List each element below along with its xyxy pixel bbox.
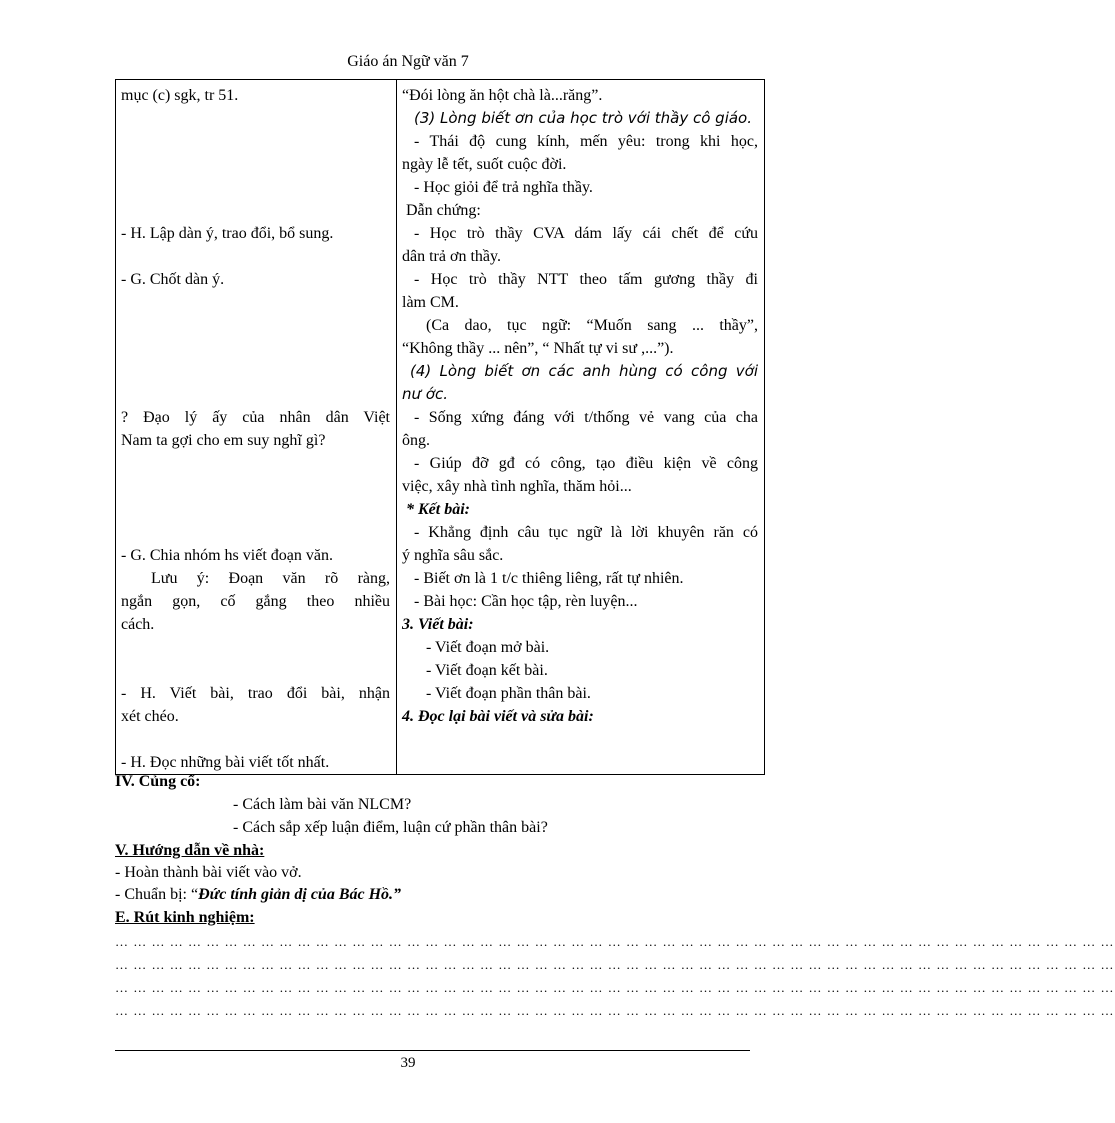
content-line: “Đói lòng ăn hột chà là...răng”. — [402, 87, 603, 104]
content-line: - Học giỏi để trả nghĩa thầy. — [414, 179, 593, 196]
left-line: - G. Chia nhóm hs viết đoạn văn. — [121, 547, 333, 564]
subheading-line: nư ớc. — [402, 385, 448, 403]
dotted-line: … … … … … … … … … … … … … … … … … … … … … … … … … … … … … … … … … … … … … … … … … … … … … … … … … … … … … … … — [115, 957, 1115, 972]
content-line: dân trả ơn thầy. — [402, 248, 501, 265]
content-column — [397, 80, 765, 775]
note-line: cách. — [121, 616, 155, 633]
dotted-line: … … … … … … … … … … … … … … … … … … … … … … … … … … … … … … … … … … … … … … … … … … … … … … … … … … … … … … … — [115, 934, 1115, 949]
section-v-line: - Chuẩn bị: “Đức tính giản dị của Bác Hồ.” — [115, 886, 402, 903]
content-line: - Biết ơn là 1 t/c thiêng liêng, rất tự nhiên. — [414, 570, 684, 587]
content-line: - Học trò thầy NTT theo tấm gương thầy đi — [414, 271, 758, 288]
content-line: - Sống xứng đáng với t/thống vẻ vang của cha — [414, 409, 758, 426]
teacher-student-activities-column — [116, 80, 397, 775]
note-line: ngắn gọn, cố gắng theo nhiều — [121, 593, 390, 610]
content-line: làm CM. — [402, 294, 459, 311]
note-line: Lưu ý: Đoạn văn rõ ràng, — [151, 570, 390, 587]
content-line: (Ca dao, tục ngữ: “Muốn sang ... thầy”, — [426, 317, 758, 334]
content-line: - Bài học: Cần học tập, rèn luyện... — [414, 593, 638, 610]
content-line: - Viết đoạn phần thân bài. — [426, 685, 591, 702]
question-line: Nam ta gợi cho em suy nghĩ gì? — [121, 432, 326, 449]
dotted-line: … … … … … … … … … … … … … … … … … … … … … … … … … … … … … … … … … … … … … … … … … … … … … … … … … … … … … … … — [115, 980, 1115, 995]
content-line: - Viết đoạn mở bài. — [426, 639, 550, 656]
content-line: ngày lễ tết, suốt cuộc đời. — [402, 156, 567, 173]
page-header: Giáo án Ngữ văn 7 — [347, 53, 469, 70]
subheading-line: (3) Lòng biết ơn của học trò với thầy cô giáo. — [414, 109, 753, 127]
footer-rule — [115, 1050, 750, 1051]
content-line: - Thái độ cung kính, mến yêu: trong khi học, — [414, 133, 758, 150]
section-iv-title: IV. Củng cố: — [115, 773, 201, 790]
conclusion-heading: * Kết bài: — [406, 501, 470, 518]
page-number: 39 — [400, 1055, 416, 1071]
content-line: - Khẳng định câu tục ngữ là lời khuyên răn có — [414, 524, 758, 541]
content-line: “Không thầy ... nên”, “ Nhất tự vi sư ,...”). — [402, 340, 674, 357]
step-heading: 4. Đọc lại bài viết và sửa bài: — [402, 708, 594, 725]
section-iv-item: - Cách làm bài văn NLCM? — [233, 796, 412, 813]
content-line: Dẫn chứng: — [406, 202, 481, 219]
content-line: ý nghĩa sâu sắc. — [402, 547, 504, 564]
left-line: - H. Đọc những bài viết tốt nhất. — [121, 754, 330, 771]
content-line: - Học trò thầy CVA dám lấy cái chết để cứu — [414, 225, 758, 242]
subheading-line: (4) Lòng biết ơn các anh hùng có công với — [410, 362, 758, 380]
question-line: ? Đạo lý ấy của nhân dân Việt — [121, 409, 390, 426]
left-line: xét chéo. — [121, 708, 179, 725]
content-line: - Giúp đỡ gđ có công, tạo điều kiện về công — [414, 455, 758, 472]
dotted-line: … … … … … … … … … … … … … … … … … … … … … … … … … … … … … … … … … … … … … … … … … … … … … … … … … … … … … … … — [115, 1003, 1115, 1018]
step-heading: 3. Viết bài: — [402, 616, 474, 633]
left-line: - H. Viết bài, trao đổi bài, nhận — [121, 685, 390, 702]
section-iv-item: - Cách sắp xếp luận điểm, luận cứ phần thân bài? — [233, 819, 548, 836]
left-line: - G. Chốt dàn ý. — [121, 271, 225, 288]
content-line: ông. — [402, 432, 430, 449]
lesson-table — [115, 79, 765, 775]
section-e-title: E. Rút kinh nghiệm: — [115, 909, 255, 926]
left-line: - H. Lập dàn ý, trao đổi, bổ sung. — [121, 225, 334, 242]
left-line: mục (c) sgk, tr 51. — [121, 87, 239, 104]
section-v-title: V. Hướng dẫn về nhà: — [115, 842, 265, 859]
section-v-line: - Hoàn thành bài viết vào vở. — [115, 864, 302, 881]
content-line: việc, xây nhà tình nghĩa, thăm hỏi... — [402, 478, 632, 495]
content-line: - Viết đoạn kết bài. — [426, 662, 548, 679]
